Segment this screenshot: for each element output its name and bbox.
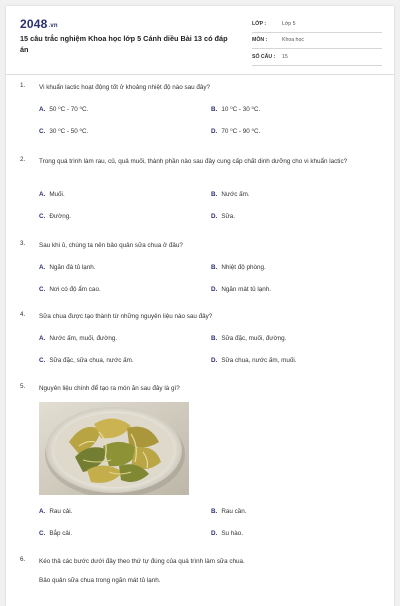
option-1d[interactable] [211, 128, 260, 135]
option-letter: C. [39, 213, 46, 220]
option-4b[interactable] [211, 335, 286, 342]
option-text: Muối. [49, 191, 65, 198]
option-text: 10 ⁰C - 30 ⁰C. [221, 106, 261, 113]
option-letter: B. [211, 106, 218, 113]
meta-key: LỚP : [252, 20, 267, 27]
question-number: 3. [20, 240, 26, 247]
option-5b[interactable] [211, 508, 247, 515]
option-text: Sữa chua, nước ấm, muối. [221, 357, 297, 364]
question-number: 4. [20, 311, 26, 318]
option-4a[interactable] [39, 335, 117, 342]
site-logo[interactable] [20, 17, 58, 31]
meta-key: SỐ CÂU : [252, 53, 276, 60]
meta-value: 15 [282, 53, 288, 60]
option-4d[interactable] [211, 357, 297, 364]
option-5d[interactable] [211, 530, 243, 537]
question-text: Sữa chua được tạo thành từ những nguyên liệu nào sau đây? [39, 313, 213, 320]
worksheet-header [6, 6, 394, 75]
option-3c[interactable] [39, 286, 101, 293]
option-text: Ngăn mát tủ lạnh. [221, 286, 272, 293]
meta-table [252, 16, 382, 66]
question-text: Nguyên liệu chính để tạo ra món ăn sau đây là gì? [39, 385, 180, 392]
option-letter: A. [39, 335, 46, 342]
option-text: 30 ⁰C - 50 ⁰C. [49, 128, 89, 135]
meta-row-count [252, 49, 382, 66]
document-title: 15 câu trắc nghiệm Khoa học lớp 5 Cánh diều Bài 13 có đáp án [20, 34, 228, 54]
option-letter: B. [211, 264, 218, 271]
option-text: Bắp cải. [49, 530, 73, 537]
meta-value: Lớp 5 [282, 20, 296, 27]
option-letter: C. [39, 286, 46, 293]
option-text: Rau cần. [221, 508, 247, 515]
option-letter: B. [211, 508, 218, 515]
question-number: 2. [20, 156, 26, 163]
meta-key: MÔN : [252, 37, 268, 44]
option-letter: D. [211, 128, 218, 135]
option-text: Su hào. [221, 530, 244, 537]
option-5c[interactable] [39, 530, 72, 537]
question-number: 5. [20, 383, 26, 390]
option-3d[interactable] [211, 286, 271, 293]
option-text: Nước ấm, muối, đường. [49, 335, 118, 342]
option-text: 70 ⁰C - 90 ⁰C. [221, 128, 261, 135]
option-text: Đường. [49, 213, 71, 220]
option-letter: A. [39, 508, 46, 515]
option-letter: D. [211, 530, 218, 537]
meta-row-subject [252, 33, 382, 50]
option-letter: C. [39, 530, 46, 537]
option-text: Rau cải. [49, 508, 73, 515]
option-1b[interactable] [211, 106, 260, 113]
option-letter: A. [39, 106, 46, 113]
option-letter: D. [211, 213, 218, 220]
question-text: Sau khi ủ, chúng ta nên bảo quản sữa chua ở đâu? [39, 242, 183, 249]
question-number: 6. [20, 556, 26, 563]
option-1a[interactable] [39, 106, 88, 113]
option-text: 50 ⁰C - 70 ⁰C. [49, 106, 89, 113]
option-text: Nước ấm. [221, 191, 250, 198]
option-text: Sữa. [221, 213, 235, 220]
option-letter: C. [39, 128, 46, 135]
question-number: 1. [20, 82, 26, 89]
option-2a[interactable] [39, 191, 65, 198]
option-letter: D. [211, 286, 218, 293]
option-text: Nhiệt độ phòng. [221, 264, 266, 271]
question-text: Vi khuẩn lactic hoạt động tốt ở khoảng nhiệt độ nào sau đây? [39, 84, 211, 91]
option-text: Nơi có độ ẩm cao. [49, 286, 101, 293]
option-3a[interactable] [39, 264, 96, 271]
option-5a[interactable] [39, 508, 72, 515]
option-4c[interactable] [39, 357, 134, 364]
option-2c[interactable] [39, 213, 71, 220]
option-letter: A. [39, 191, 46, 198]
option-letter: A. [39, 264, 46, 271]
worksheet-page [6, 6, 394, 606]
option-2d[interactable] [211, 213, 235, 220]
option-3b[interactable] [211, 264, 266, 271]
option-letter: C. [39, 357, 46, 364]
option-text: Sữa đặc, muối, đường. [221, 335, 287, 342]
logo-suffix: .vn [48, 23, 58, 29]
pickled-mustard-greens-image [39, 402, 189, 495]
logo-text: 2048 [20, 17, 48, 31]
option-letter: B. [211, 191, 218, 198]
option-text: Ngăn đá tủ lạnh. [49, 264, 96, 271]
option-text: Sữa đặc, sữa chua, nước ấm. [49, 357, 134, 364]
option-1c[interactable] [39, 128, 88, 135]
question-text: Kéo thả các bước dưới đây theo thứ tự đúng của quá trình làm sữa chua. [39, 558, 245, 565]
drag-step-item[interactable]: Bảo quản sữa chua trong ngăn mát tủ lạnh. [39, 577, 161, 584]
food-illustration [39, 402, 189, 495]
question-text: Trong quá trình làm rau, củ, quả muối, thành phần nào sau đây cung cấp chất dinh dưỡng cho vi khuẩn lactic? [39, 158, 348, 165]
meta-row-class [252, 16, 382, 33]
option-letter: B. [211, 335, 218, 342]
option-letter: D. [211, 357, 218, 364]
option-2b[interactable] [211, 191, 250, 198]
meta-value: Khoa học [282, 37, 304, 44]
